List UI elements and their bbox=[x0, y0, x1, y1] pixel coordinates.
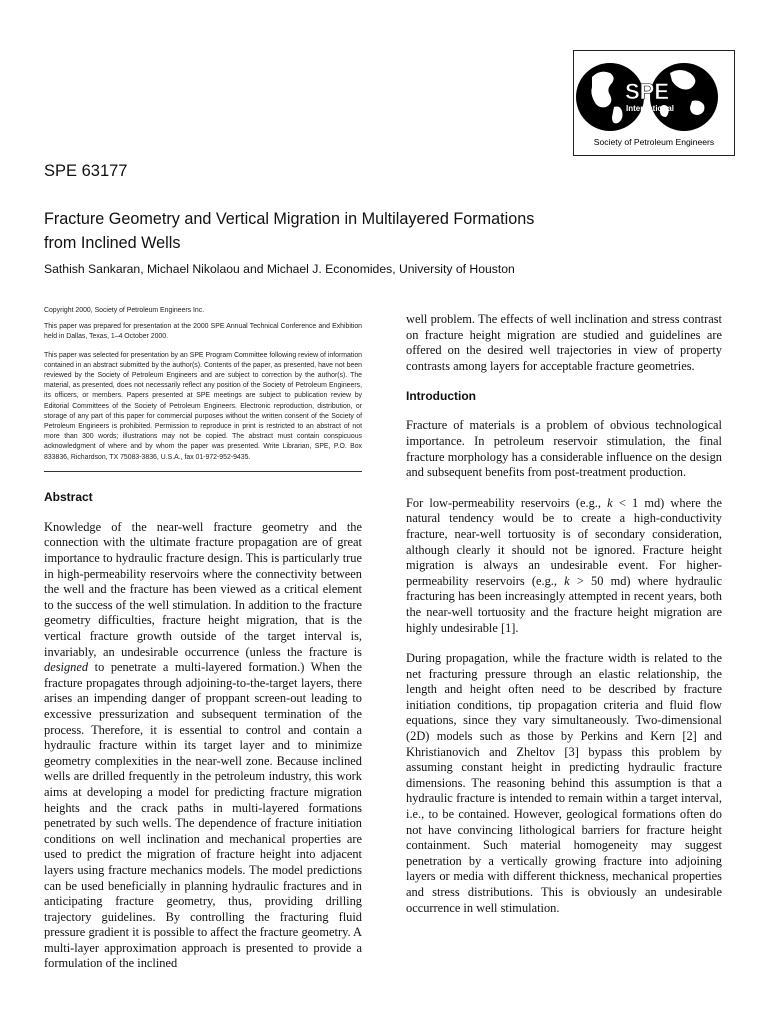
spe-logo-text: SPE bbox=[624, 79, 670, 104]
intro-text-part: For low-permeability reservoirs (e.g., bbox=[406, 495, 608, 510]
introduction-paragraph-2 bbox=[406, 496, 722, 636]
introduction-paragraph-3: During propagation, while the fracture width is related to the net fracturing pressure through an elastic relationship, the length and height often need to be described by fracture initiation conditions, tip propagation criteria and fluid flow equations, since they vary simultaneously. Two-dimensional (2D) models such as those by Perkins and Kern [2] and Khristianovich and Zheltov [3] bypass this problem by assuming constant height in predicting hydraulic fracture dimensions. The reasoning behind this assumption is that a hydraulic fracture is intended to remain within a target interval, i.e., to be contained. However, geological formations often do not have convincing lithological barriers for fracture height containment. Such material homogeneity may suggest penetration by a vertically growing fracture into adjoining layers or media with different thickness, mechanical properties and stress distributions. This is obviously an undesirable occurrence in well stimulation. bbox=[406, 651, 722, 915]
abstract-text-part: to penetrate a multi-layered formation.) When the fracture propagates through adjoining-to-the-target layers, there arises an impending danger of proppant screen-out leading to excessive pressurization and subsequent termination of the process. Therefore, it is essential to control and contain a hydraulic fracture within its target layer and to minimize geometry complexities in the near-well zone. Because inclined wells are drilled frequently in the petroleum industry, this work aims at developing a model for predicting fracture migration heights and the crack paths in multi-layered formations penetrated by such wells. The dependence of fracture initiation conditions on well inclination and mechanical properties are used to predict the migration of fracture height into adjacent layers using fracture mechanics models. The model predictions can be used beneficially in planning hydraulic fractures and in anticipating fracture geometry, thus, providing drilling trajectory guidelines. By controlling the fracturing fluid pressure gradient it is possible to affect the fracture geometry. A multi-layer approximation approach is presented to provide a formulation of the inclined bbox=[44, 660, 362, 971]
title-line-2: from Inclined Wells bbox=[44, 234, 181, 252]
spe-globe-icon bbox=[574, 51, 734, 141]
presentation-notice: This paper was prepared for presentation at the 2000 SPE Annual Technical Conference and Exhibition held in Dallas, Texas, 1–4 October 2000. bbox=[44, 323, 362, 341]
intro-text-part: < 1 md) where the natural tendency would be to create a high-conductivity fracture, near-well tortuosity is of secondary consideration, although clearly it should not be ignored. Fracture height migration is always an undesirable event. For higher-permeability reservoirs (e.g., bbox=[406, 495, 722, 588]
abstract-emphasis: designed bbox=[44, 660, 89, 675]
notice-divider bbox=[44, 471, 362, 472]
paper-number: SPE 63177 bbox=[44, 162, 128, 180]
variable-k: k bbox=[564, 573, 570, 588]
right-column bbox=[406, 312, 722, 916]
logo-caption: Society of Petroleum Engineers bbox=[593, 137, 715, 147]
spe-logo bbox=[573, 50, 735, 156]
left-column bbox=[44, 306, 362, 972]
abstract-heading: Abstract bbox=[44, 489, 93, 504]
introduction-paragraph-1: Fracture of materials is a problem of obvious technological importance. In petroleum reservoir stimulation, the final fracture morphology has a considerable influence on the design and subsequent benefits from post-treatment production. bbox=[406, 418, 722, 480]
abstract-text-part: Knowledge of the near-well fracture geometry and the connection with the ultimate fracture propagation are of great importance to hydraulic fracture design. This is particularly true in high-permeability reservoirs where the connectivity between the well and the fracture has been viewed as a critical element to the success of the well stimulation. In addition to the fracture geometry difficulties, fracture height migration, that is the vertical fracture growth outside of the target interval is, invariably, an undesirable occurrence (unless the fracture is bbox=[44, 519, 362, 659]
spe-logo-subtext: International bbox=[625, 104, 675, 113]
abstract-text bbox=[44, 520, 362, 972]
introduction-heading: Introduction bbox=[406, 389, 476, 404]
paper-authors: Sathish Sankaran, Michael Nikolaou and Michael J. Economides, University of Houston bbox=[44, 262, 515, 276]
copyright-notice: Copyright 2000, Society of Petroleum Engineers Inc. bbox=[44, 307, 205, 314]
paper-title bbox=[44, 207, 644, 255]
title-line-1: Fracture Geometry and Vertical Migration in Multilayered Formations bbox=[44, 210, 535, 228]
intro-text-part: > 50 md) where hydraulic fracturing has been increasingly attempted in recent years, both the near-well tortuosity and the fracture height migration are highly undesirable [1]. bbox=[406, 573, 722, 635]
selection-notice: This paper was selected for presentation by an SPE Program Committee following review of information contained in an abstract submitted by the author(s). Contents of the paper, as presented, have not been reviewed by the Society of Petroleum Engineers and are subject to correction by the author(s). The material, as presented, does not necessarily reflect any position of the Society of Petroleum Engineers, its officers, or members. Papers presented at SPE meetings are subject to publication review by Editorial Committees of the Society of Petroleum Engineers. Electronic reproduction, distribution, or storage of any part of this paper for commercial purposes without the written consent of the Society of Petroleum Engineers is prohibited. Permission to reproduce in print is restricted to an abstract of not more than 300 words; illustrations may not be copied. The abstract must contain conspicuous acknowledgment of where and by whom the paper was presented. Write Librarian, SPE, P.O. Box 833836, Richardson, TX 75083-3836, U.S.A., fax 01-972-952-9435. bbox=[44, 351, 362, 461]
variable-k: k bbox=[607, 495, 613, 510]
abstract-continued: well problem. The effects of well inclination and stress contrast on fracture height migration are studied and guidelines are offered on the desired well trajectories in view of property contrasts among layers for acceptable fracture geometries. bbox=[406, 312, 722, 373]
